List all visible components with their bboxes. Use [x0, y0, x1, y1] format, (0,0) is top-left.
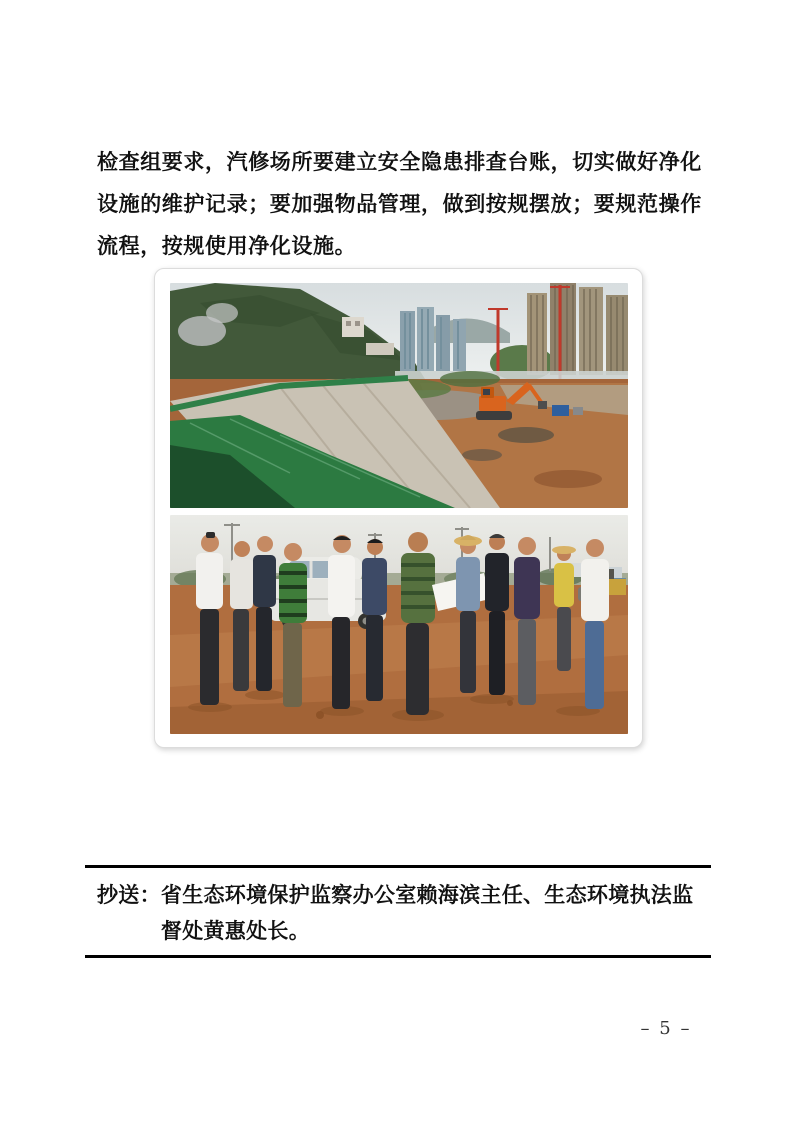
- cc-line: 督处黄惠处长。: [160, 920, 311, 943]
- cc-block: [97, 878, 709, 950]
- body-paragraph: [97, 142, 709, 268]
- footer-rule-top: [85, 865, 711, 868]
- cc-label: 抄送：: [97, 884, 161, 907]
- cc-line: 省生态环境保护监察办公室赖海滨主任、生态环境执法监: [160, 884, 694, 907]
- footer-rule-bottom: [85, 955, 711, 958]
- construction-site-photo: [170, 283, 628, 508]
- paragraph-line: 设施的维护记录；要加强物品管理，做到按规摆放；要规范操作: [97, 193, 702, 216]
- paragraph-line: 流程，按规使用净化设施。: [97, 235, 357, 258]
- paragraph-line: 检查组要求，汽修场所要建立安全隐患排查台账，切实做好净化: [97, 151, 702, 174]
- photo-card: [154, 268, 643, 748]
- page-number: – 5 –: [640, 1018, 692, 1039]
- cc-body: [161, 878, 709, 950]
- inspection-group-photo: [170, 515, 628, 734]
